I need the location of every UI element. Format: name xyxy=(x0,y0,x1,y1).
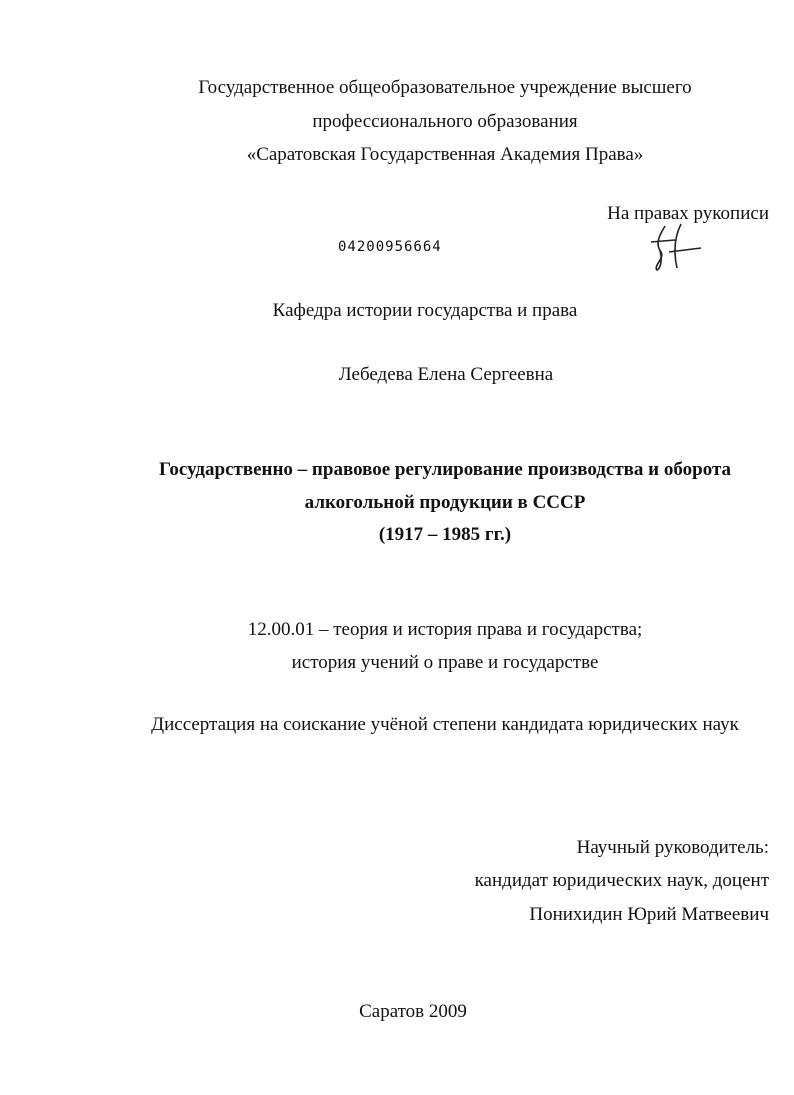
registration-number: 04200956664 xyxy=(338,239,442,255)
title-line-2: алкогольной продукции в СССР xyxy=(304,492,586,513)
institution-line-2: профессионального образования xyxy=(312,111,578,132)
specialty-line-2: история учений о праве и государстве xyxy=(291,652,599,673)
signature-icon xyxy=(645,222,705,272)
specialty-line-1: 12.00.01 – теория и история права и государства; xyxy=(247,619,643,640)
title-line-1: Государственно – правовое регулирование производства и оборота xyxy=(158,459,732,480)
supervisor-label: Научный руководитель: xyxy=(576,837,769,858)
department: Кафедра истории государства и права xyxy=(272,300,578,321)
degree-statement: Диссертация на соискание учёной степени кандидата юридических наук xyxy=(151,714,739,735)
supervisor-title: кандидат юридических наук, доцент xyxy=(474,870,769,891)
city-year: Саратов 2009 xyxy=(359,1001,467,1022)
title-line-3: (1917 – 1985 гг.) xyxy=(378,524,512,545)
institution-line-1: Государственное общеобразовательное учреждение высшего xyxy=(198,77,692,98)
institution-line-3: «Саратовская Государственная Академия Права» xyxy=(246,144,644,165)
manuscript-note: На правах рукописи xyxy=(607,203,769,224)
supervisor-name: Понихидин Юрий Матвеевич xyxy=(529,904,769,925)
author-name: Лебедева Елена Сергеевна xyxy=(338,364,554,385)
